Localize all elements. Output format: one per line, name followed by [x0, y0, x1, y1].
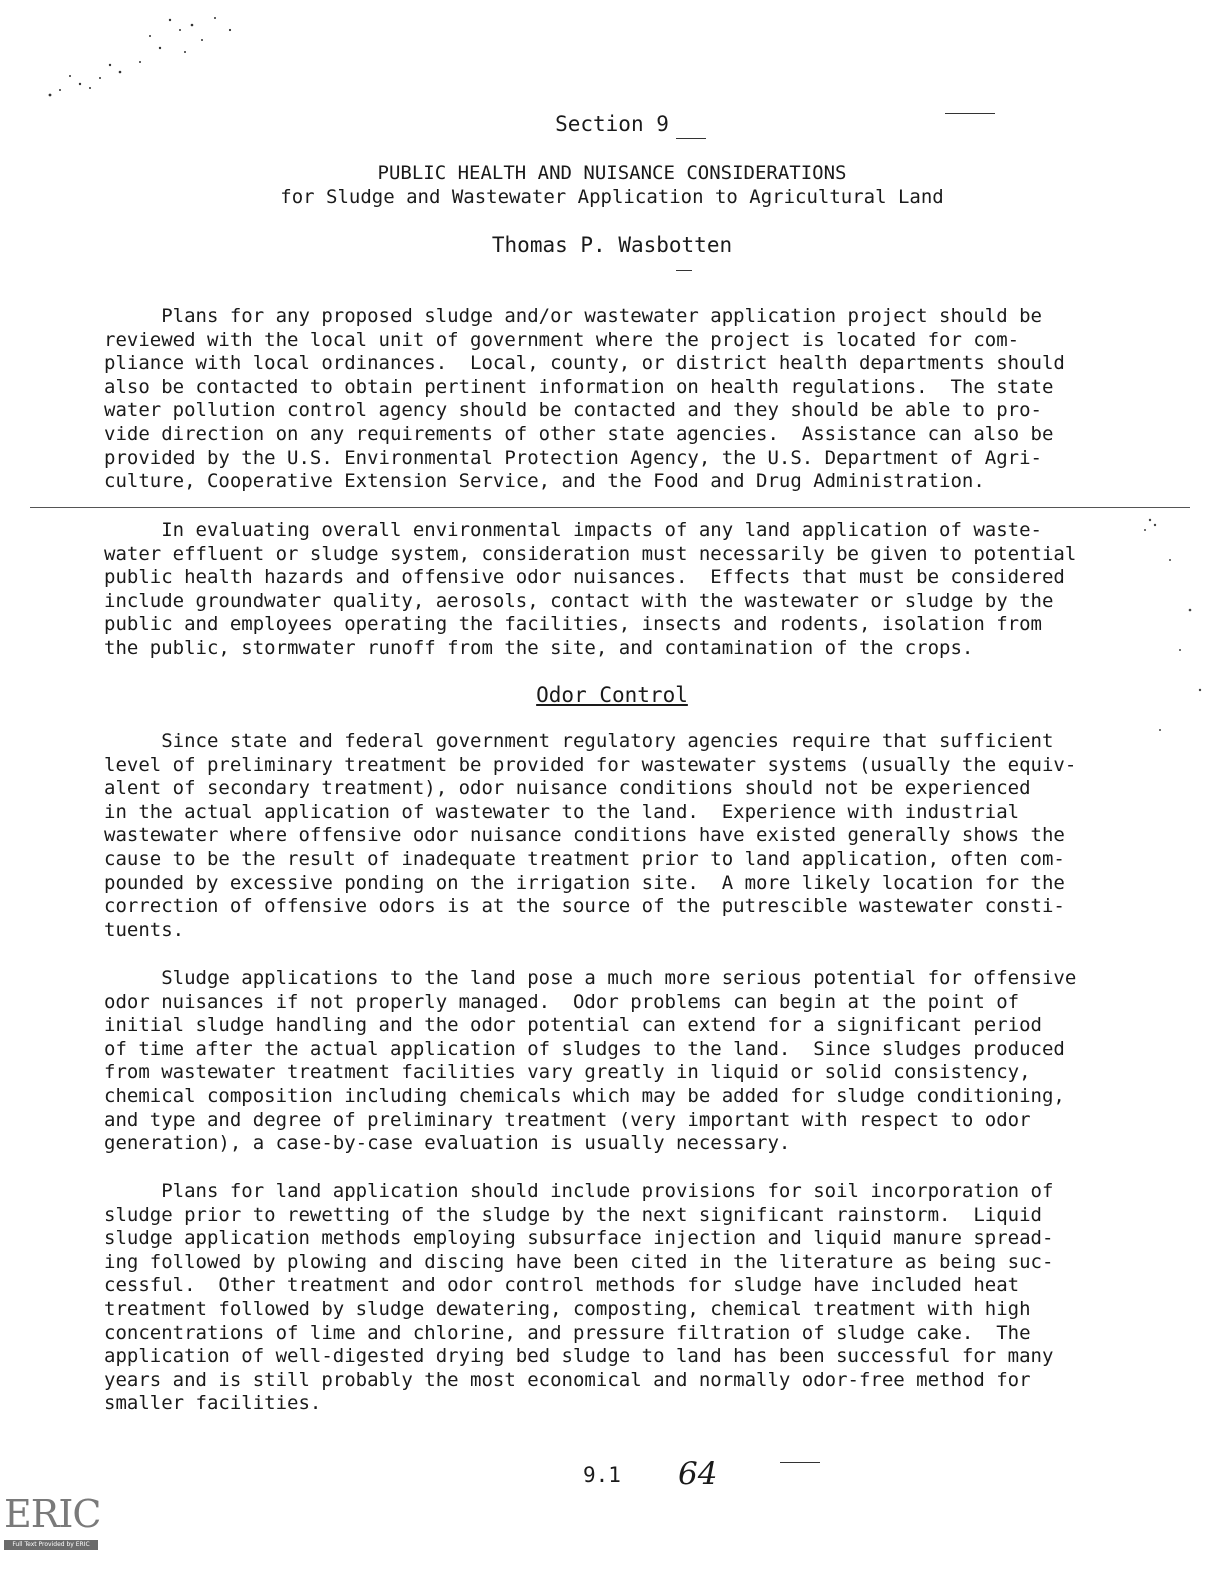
- eric-logo: [4, 1486, 101, 1556]
- header-rule-right: [945, 113, 995, 114]
- odor-control-heading-text: Odor Control: [536, 683, 688, 707]
- paragraph-review-plans: Plans for any proposed sludge and/or wastewater application project should be reviewed with the local unit of government where the project is located for com- pliance with local ordinances. Local, county, or district health departments should also be contacted to obtain pertinent information on health regulations. The state water pollution control agency should be contacted and they should be able to pro- vide direction on any requirements of other state agencies. Assistance can also be provided by the U.S. Environmental Protection Agency, the U.S. Department of Agri- culture, Cooperative Extension Service, and the Food and Drug Administration.: [104, 305, 1065, 493]
- footer-rule-right: [780, 1462, 820, 1463]
- eric-logo-text: ERIC: [4, 1492, 101, 1536]
- handwritten-page-number: 64: [678, 1456, 718, 1492]
- document-title: PUBLIC HEALTH AND NUISANCE CONSIDERATIONS: [377, 162, 847, 184]
- section-underline: [676, 138, 706, 139]
- eric-logo-tagline: Full Text Provided by ERIC: [4, 1540, 98, 1550]
- paragraph-regulatory-treatment: Since state and federal government regulatory agencies require that sufficient level of preliminary treatment be provided for wastewater systems (usually the equiv- alent of secondary treatment), odor nuisance conditions should not be experienced in the actual application of wastewater to the land. Experience with industrial wastewater where offensive odor nuisance conditions have existed generally shows the cause to be the result of inadequate treatment prior to land application, often com- pounded by excessive ponding on the irrigation site. A more likely location for the correction of offensive odors is at the source of the putrescible wastewater consti- tuents.: [104, 730, 1077, 941]
- scan-noise-right-edge: [1120, 500, 1220, 760]
- paragraph-sludge-odor: Sludge applications to the land pose a much more serious potential for offensive odor nuisances if not properly managed. Odor problems can begin at the point of initial sludge handling and the odor potential can extend for a significant period of time after the actual application of sludges to the land. Since sludges produced from wastewater treatment facilities vary greatly in liquid or solid consistency, chemical composition including chemicals which may be added for sludge conditioning, and type and degree of preliminary treatment (very important with respect to odor generation), a case-by-case evaluation is usually necessary.: [104, 967, 1077, 1155]
- author-underline: [676, 270, 692, 271]
- document-subtitle: for Sludge and Wastewater Application to Agricultural Land: [280, 186, 944, 208]
- page-number: 9.1: [583, 1463, 621, 1487]
- section-label: Section 9: [555, 112, 669, 136]
- paragraph-environmental-impacts: In evaluating overall environmental impacts of any land application of waste- water effluent or sludge system, consideration must necessarily be given to potential public health hazards and offensive odor nuisances. Effects that must be considered include groundwater quality, aerosols, contact with the wastewater or sludge by the public and employees operating the facilities, insects and rodents, isolation from the public, stormwater runoff from the site, and contamination of the crops.: [104, 519, 1077, 659]
- paragraph-land-application-plans: Plans for land application should include provisions for soil incorporation of sludge prior to rewetting of the sludge by the next significant rainstorm. Liquid sludge application methods employing subsurface injection and liquid manure spread- ing followed by plowing and discing have been cited in the literature as being suc- cessful. Other treatment and odor control methods for sludge have included heat treatment followed by sludge dewatering, composting, chemical treatment with high concentrations of lime and chlorine, and pressure filtration of sludge cake. The application of well-digested drying bed sludge to land has been successful for many years and is still probably the most economical and normally odor-free method for smaller facilities.: [104, 1180, 1054, 1415]
- scan-noise-top-left: [20, 0, 260, 110]
- author-name: Thomas P. Wasbotten: [491, 233, 733, 257]
- horizontal-divider: [30, 507, 1190, 508]
- odor-control-heading: [0, 683, 1224, 707]
